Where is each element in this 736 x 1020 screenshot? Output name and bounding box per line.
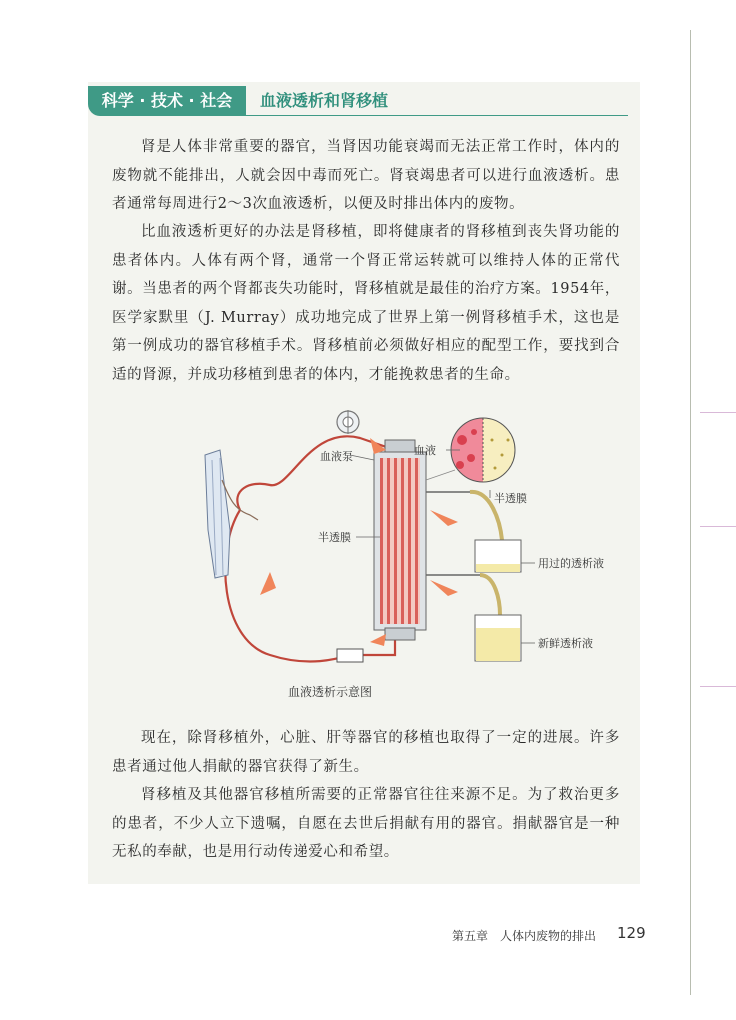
section-header: [88, 86, 628, 116]
clamp: [337, 649, 363, 662]
side-mark: [700, 526, 736, 527]
fresh-fluid-tube: [480, 575, 500, 615]
label-fresh-fluid: 新鲜透析液: [538, 637, 593, 650]
fresh-fluid-container: [475, 615, 521, 661]
dialysis-diagram: [190, 410, 610, 675]
side-mark: [700, 412, 736, 413]
label-blood-pump: 血液泵: [320, 450, 353, 463]
paragraph-3: 现在，除肾移植外，心脏、肝等器官的移植也取得了一定的进展。许多患者通过他人捐献的器官获得了新生。: [112, 730, 620, 775]
label-blood: 血液: [414, 444, 436, 457]
header-underline: [246, 115, 628, 116]
paragraph-2: 比血液透析更好的办法是肾移植，即将健康者的肾移植到丧失肾功能的患者体内。人体有两个肾，通常一个肾正常运转就可以维持人体的正常代谢。当患者的两个肾都丧失功能时，肾移植就是最佳的治疗方案。1954年，医学家默里（J. Murray）成功地完成了世界上第一例肾移植手术，这也是第一例成功的器官移植手术。肾移植前必须做好相应的配型工作，要找到合适的肾源，并成功移植到患者的体内，才能挽救患者的生命。: [112, 224, 620, 383]
dialyzer-column: [374, 440, 426, 640]
blood-tube: [237, 436, 395, 510]
section-title: 血液透析和肾移植: [260, 91, 389, 110]
label-used-fluid: 用过的透析液: [538, 557, 604, 570]
side-mark: [700, 686, 736, 687]
label-membrane-left: 半透膜: [318, 531, 351, 544]
blood-pump-icon: [337, 410, 359, 434]
paragraph-4: 肾移植及其他器官移植所需要的正常器官往往来源不足。为了救治更多的患者，不少人立下遗嘱，自愿在去世后捐献有用的器官。捐献器官是一种无私的奉献，也是用行动传递爱心和希望。: [112, 787, 620, 860]
patient-arm-icon: [205, 450, 258, 578]
flow-arrows: [260, 438, 458, 646]
label-membrane-right: 半透膜: [494, 492, 527, 505]
page-edge-rule: [690, 30, 691, 995]
section-tag: 科学 · 技术 · 社会: [88, 86, 246, 116]
used-fluid-container: [475, 540, 521, 572]
chapter-title: 第五章 人体内废物的排出: [452, 929, 597, 943]
page-number: 129: [617, 924, 646, 942]
figure-caption: 血液透析示意图: [287, 685, 372, 699]
paragraph-1: 肾是人体非常重要的器官，当肾因功能衰竭而无法正常工作时，体内的废物就不能排出，人就会因中毒而死亡。肾衰竭患者可以进行血液透析。患者通常每周进行2～3次血液透析，以便及时排出体内的废物。: [112, 139, 620, 212]
